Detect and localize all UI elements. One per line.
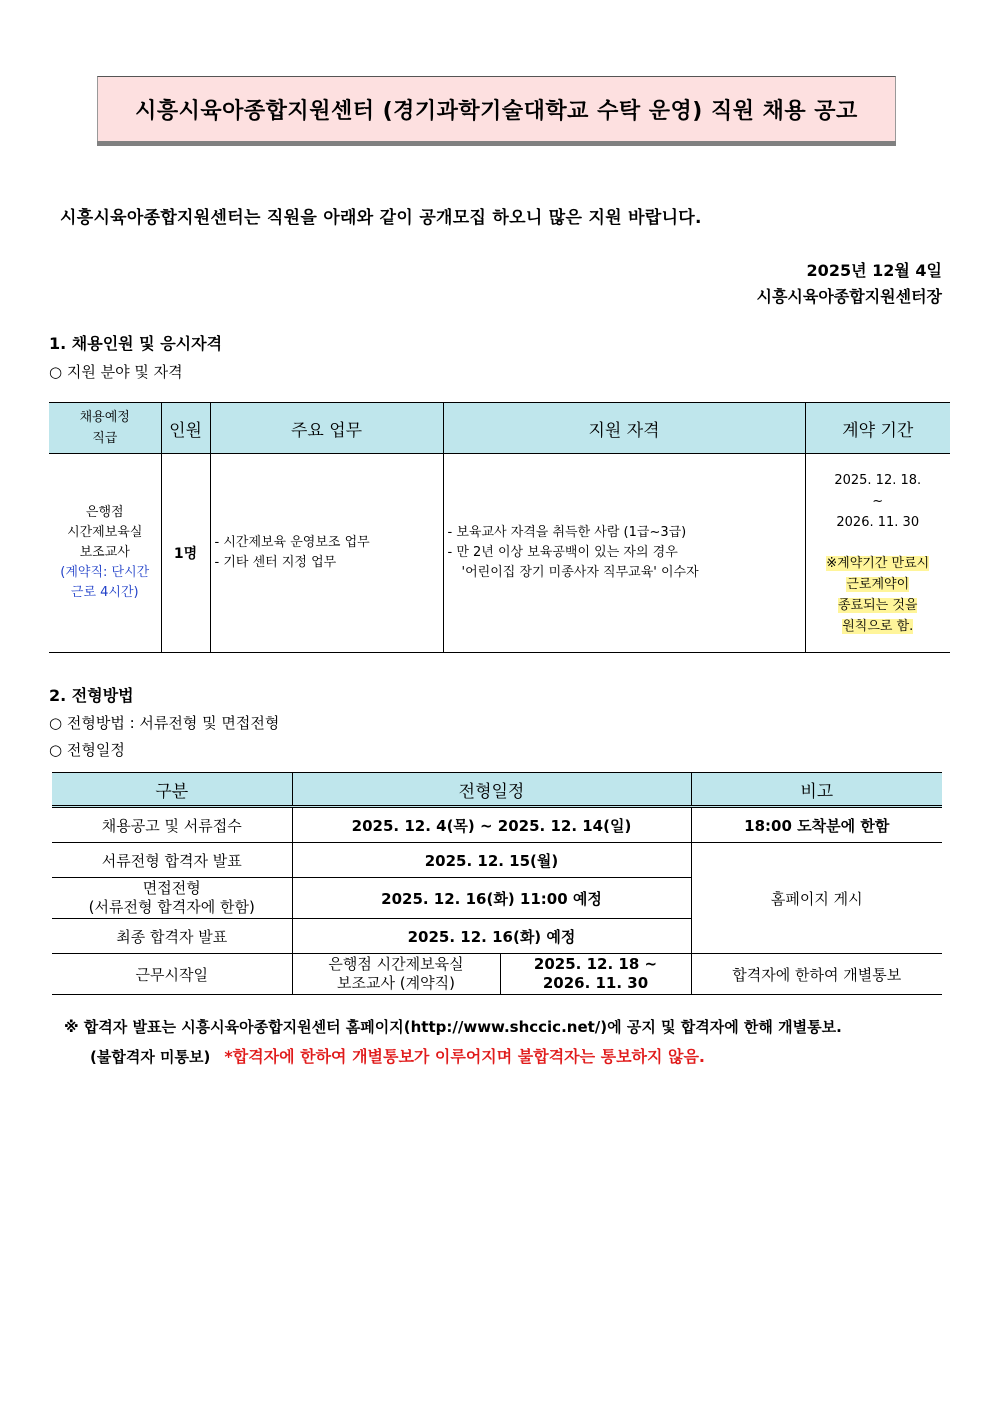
category-cell: 근무시작일 bbox=[52, 954, 292, 995]
table-header-row bbox=[49, 403, 950, 454]
period-note-line3: 종료되는 것을 bbox=[838, 597, 918, 613]
remarks-cell: 합격자에 한하여 개별통보 bbox=[691, 954, 942, 995]
date-line2: 2026. 11. 30 bbox=[542, 974, 649, 992]
period-end: 2026. 11. 30 bbox=[836, 514, 920, 530]
signer: 시흥시육아종합지원센터장 bbox=[756, 287, 942, 306]
table-row bbox=[52, 954, 942, 995]
section1-heading: 1. 채용인원 및 응시자격 bbox=[49, 334, 223, 353]
duties-cell bbox=[210, 454, 443, 653]
recruitment-table bbox=[49, 402, 950, 653]
table-row bbox=[52, 843, 942, 878]
position-line2: 보조교사 (계약직) bbox=[337, 974, 455, 992]
period-tilde: ~ bbox=[872, 493, 884, 509]
table-row bbox=[49, 454, 950, 653]
intro-text: 시흥시육아종합지원센터는 직원을 아래와 같이 공개모집 하오니 많은 지원 바랍니다. bbox=[60, 208, 702, 228]
category-cell: 서류전형 합격자 발표 bbox=[52, 843, 292, 878]
schedule-cell: 2025. 12. 16(화) 11:00 예정 bbox=[292, 878, 691, 919]
header-position-line2: 직급 bbox=[92, 431, 118, 446]
position-line3: 보조교사 bbox=[79, 545, 130, 560]
contract-line2: 근로 4시간) bbox=[70, 585, 139, 600]
duty-line2: - 기타 센터 지정 업무 bbox=[214, 555, 337, 570]
header-category: 구분 bbox=[52, 773, 292, 807]
period-note-line1: ※계약기간 만료시 bbox=[826, 555, 930, 571]
notice-title: 시흥시육아종합지원센터 (경기과학기술대학교 수탁 운영) 직원 채용 공고 bbox=[97, 76, 896, 141]
period-cell bbox=[805, 454, 950, 653]
period-note-line2: 근로계약이 bbox=[846, 576, 910, 592]
header-duties: 주요 업무 bbox=[210, 403, 443, 454]
header-qualifications: 지원 자격 bbox=[443, 403, 805, 454]
date-line1: 2025. 12. 18 ~ bbox=[533, 955, 658, 973]
note-line1: ※ 합격자 발표는 시흥시육아종합지원센터 홈페이지(http://www.shccic.net/)에 공지 및 합격자에 한해 개별통보. bbox=[64, 1018, 842, 1036]
category-line1: 면접전형 bbox=[142, 879, 201, 897]
section1-sub: ○ 지원 분야 및 자격 bbox=[49, 363, 183, 381]
schedule-cell: 2025. 12. 16(화) 예정 bbox=[292, 919, 691, 954]
qual-line1: - 보육교사 자격을 취득한 사람 (1급~3급) bbox=[447, 525, 687, 540]
remarks-cell: 홈페이지 게시 bbox=[691, 843, 942, 954]
schedule-table bbox=[52, 772, 942, 995]
category-cell bbox=[52, 878, 292, 919]
position-line2: 시간제보육실 bbox=[67, 525, 143, 540]
date-cell bbox=[500, 954, 691, 995]
header-period: 계약 기간 bbox=[805, 403, 950, 454]
note-line2-text: (불합격자 미통보) bbox=[90, 1048, 211, 1066]
position-cell bbox=[49, 454, 161, 653]
category-line2: (서류전형 합격자에 한함) bbox=[88, 898, 255, 916]
contract-line1: (계약직: 단시간 bbox=[60, 565, 150, 580]
note-line2 bbox=[90, 1044, 705, 1067]
qualifications-cell bbox=[443, 454, 805, 653]
header-count: 인원 bbox=[161, 403, 210, 454]
count-cell: 1명 bbox=[161, 454, 210, 653]
note-line2-red: *합격자에 한하여 개별통보가 이루어지며 불합격자는 통보하지 않음. bbox=[224, 1047, 706, 1066]
duty-line1: - 시간제보육 운영보조 업무 bbox=[214, 535, 370, 550]
section2-heading: 2. 전형방법 bbox=[49, 686, 134, 705]
table-header-row bbox=[52, 773, 942, 807]
section2-sub2: ○ 전형일정 bbox=[49, 741, 125, 759]
category-cell: 최종 합격자 발표 bbox=[52, 919, 292, 954]
position-cell bbox=[292, 954, 500, 995]
qual-line3: '어린이집 장기 미종사자 직무교육' 이수자 bbox=[461, 565, 699, 580]
remarks-cell: 18:00 도착분에 한함 bbox=[691, 807, 942, 843]
qual-line2: - 만 2년 이상 보육공백이 있는 자의 경우 bbox=[447, 545, 678, 560]
schedule-cell: 2025. 12. 15(월) bbox=[292, 843, 691, 878]
header-schedule: 전형일정 bbox=[292, 773, 691, 807]
notice-date: 2025년 12월 4일 bbox=[806, 261, 942, 280]
header-position-line1: 채용예정 bbox=[79, 410, 130, 425]
position-line1: 은행점 bbox=[85, 505, 124, 520]
section2-sub1: ○ 전형방법 : 서류전형 및 면접전형 bbox=[49, 714, 280, 732]
table-row bbox=[52, 807, 942, 843]
category-cell: 채용공고 및 서류접수 bbox=[52, 807, 292, 843]
period-note-line4: 원칙으로 함. bbox=[842, 618, 914, 634]
header-remarks: 비고 bbox=[691, 773, 942, 807]
position-line1: 은행점 시간제보육실 bbox=[328, 955, 464, 973]
schedule-cell: 2025. 12. 4(목) ~ 2025. 12. 14(일) bbox=[292, 807, 691, 843]
header-position bbox=[49, 403, 161, 454]
period-start: 2025. 12. 18. bbox=[834, 472, 922, 488]
